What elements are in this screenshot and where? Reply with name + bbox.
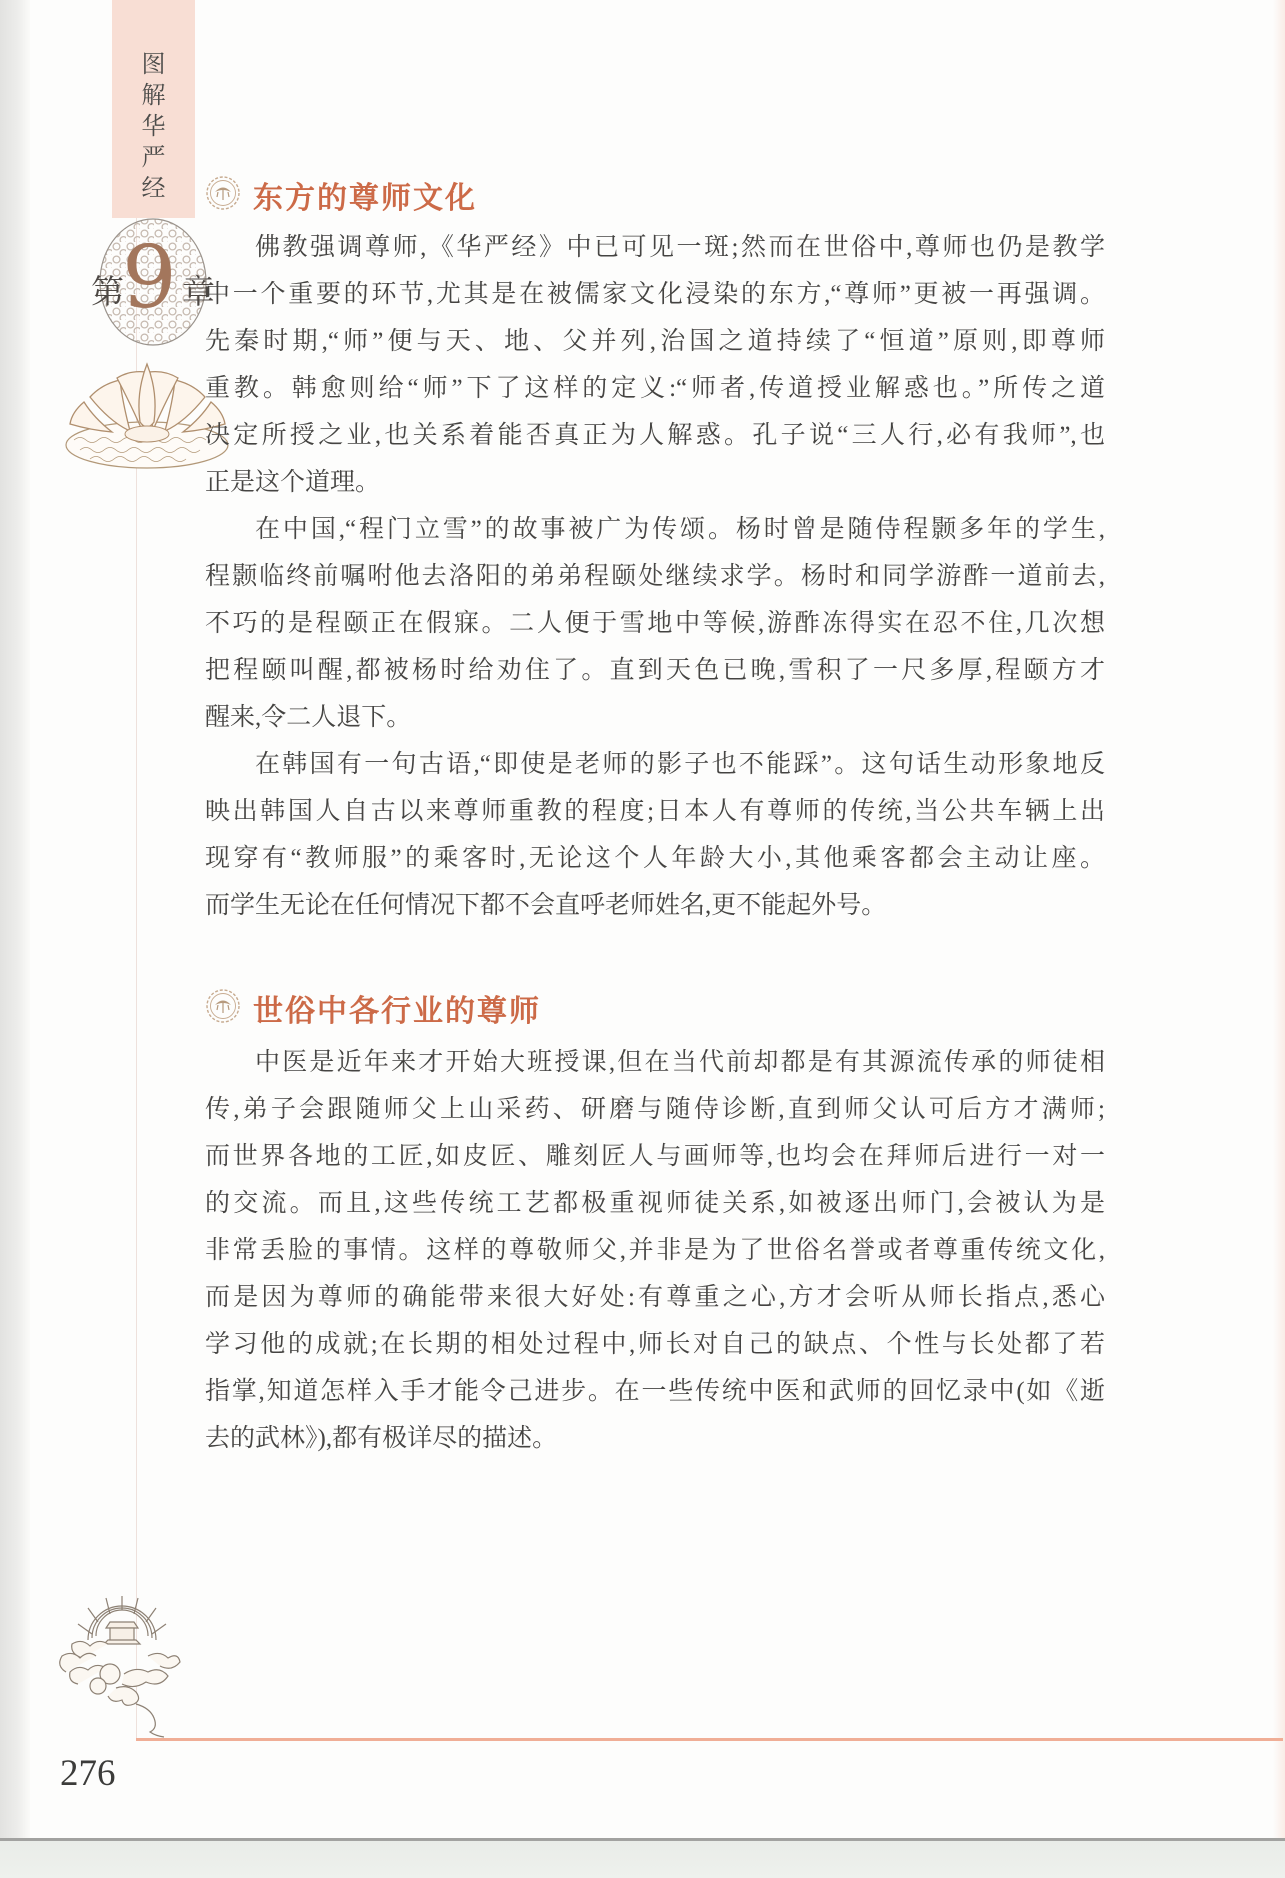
text-line: 非常丢脸的事情。这样的尊敬师父,并非是为了世俗名誉或者尊重传统文化, (205, 1237, 1105, 1264)
chapter-prefix: 第 (91, 275, 124, 311)
text-line: 而是因为尊师的确能带来很大好处:有尊重之心,方才会听从师长指点,悉心 (205, 1284, 1105, 1311)
book-title-char: 严 (141, 145, 166, 171)
lotus-seal-icon (205, 175, 241, 216)
text-line: 在韩国有一句古语,“即使是老师的影子也不能踩”。这句话生动形象地反 (255, 751, 1105, 778)
text-line: 醒来,令二人退下。 (205, 704, 412, 731)
text-line: 传,弟子会跟随师父上山采药、研磨与随侍诊断,直到师父认可后方才满师; (205, 1096, 1105, 1123)
book-title-char: 经 (141, 176, 166, 202)
book-title-char: 解 (141, 83, 166, 109)
left-scan-edge (0, 0, 30, 1875)
text-line: 正是这个道理。 (205, 469, 381, 496)
chapter-suffix: 章 (182, 275, 215, 311)
footer-divider (136, 1738, 1283, 1741)
text-line: 程颢临终前嘱咐他去洛阳的弟弟程颐处继续求学。杨时和同学游酢一道前去, (205, 563, 1105, 590)
right-scan-edge (1273, 0, 1285, 1875)
section-gap (205, 929, 1105, 985)
cloud-pavilion-ornament (52, 1596, 352, 1751)
text-line: 中医是近年来才开始大班授课,但在当代前却都是有其源流传承的师徒相 (255, 1049, 1105, 1076)
text-line: 重教。韩愈则给“师”下了这样的定义:“师者,传道授业解惑也。”所传之道 (205, 375, 1105, 402)
chapter-badge (91, 216, 215, 348)
book-title-char: 华 (141, 114, 166, 140)
text-line: 指掌,知道怎样入手才能令己进步。在一些传统中医和武师的回忆录中(如《逝 (205, 1378, 1105, 1405)
section-heading-row (205, 172, 1105, 218)
book-title-vertical (112, 50, 195, 205)
section-heading: 东方的尊师文化 (253, 182, 477, 215)
text-line: 把程颐叫醒,都被杨时给劝住了。直到天色已晚,雪积了一尺多厚,程颐方才 (205, 657, 1105, 684)
text-line: 现穿有“教师服”的乘客时,无论这个人年龄大小,其他乘客都会主动让座。 (205, 845, 1105, 872)
text-line: 中一个重要的环节,尤其是在被儒家文化浸染的东方,“尊师”更被一再强调。 (205, 281, 1105, 308)
lotus-seal-icon (205, 988, 241, 1029)
bottom-scan-edge (0, 1838, 1285, 1878)
text-line: 而世界各地的工匠,如皮匠、雕刻匠人与画师等,也均会在拜师后进行一对一 (205, 1143, 1105, 1170)
page-number: 276 (60, 1753, 116, 1794)
content-column (205, 172, 1105, 1462)
text-line: 决定所授之业,也关系着能否真正为人解惑。孔子说“三人行,必有我师”,也 (205, 422, 1105, 449)
book-title-char: 图 (141, 52, 166, 78)
text-line: 在中国,“程门立雪”的故事被广为传颂。杨时曾是随侍程颢多年的学生, (255, 516, 1105, 543)
text-line: 去的武林》),都有极详尽的描述。 (205, 1425, 558, 1452)
text-line: 不巧的是程颐正在假寐。二人便于雪地中等候,游酢冻得实在忍不住,几次想 (205, 610, 1105, 637)
section-body (205, 1039, 1105, 1462)
text-line: 的交流。而且,这些传统工艺都极重视师徒关系,如被逐出师门,会被认为是 (205, 1190, 1105, 1217)
section-heading-row (205, 985, 1105, 1031)
text-line: 佛教强调尊师,《华严经》中已可见一斑;然而在世俗中,尊师也仍是教学 (255, 234, 1105, 261)
text-line: 而学生无论在任何情况下都不会直呼老师姓名,更不能起外号。 (205, 892, 887, 919)
section-heading: 世俗中各行业的尊师 (253, 995, 541, 1028)
section-body (205, 224, 1105, 929)
chapter-number: 9 (122, 228, 177, 328)
text-line: 映出韩国人自古以来尊师重教的程度;日本人有尊师的传统,当公共车辆上出 (205, 798, 1105, 825)
text-line: 先秦时期,“师”便与天、地、父并列,治国之道持续了“恒道”原则,即尊师 (205, 328, 1105, 355)
text-line: 学习他的成就;在长期的相处过程中,师长对自己的缺点、个性与长处都了若 (205, 1331, 1105, 1358)
